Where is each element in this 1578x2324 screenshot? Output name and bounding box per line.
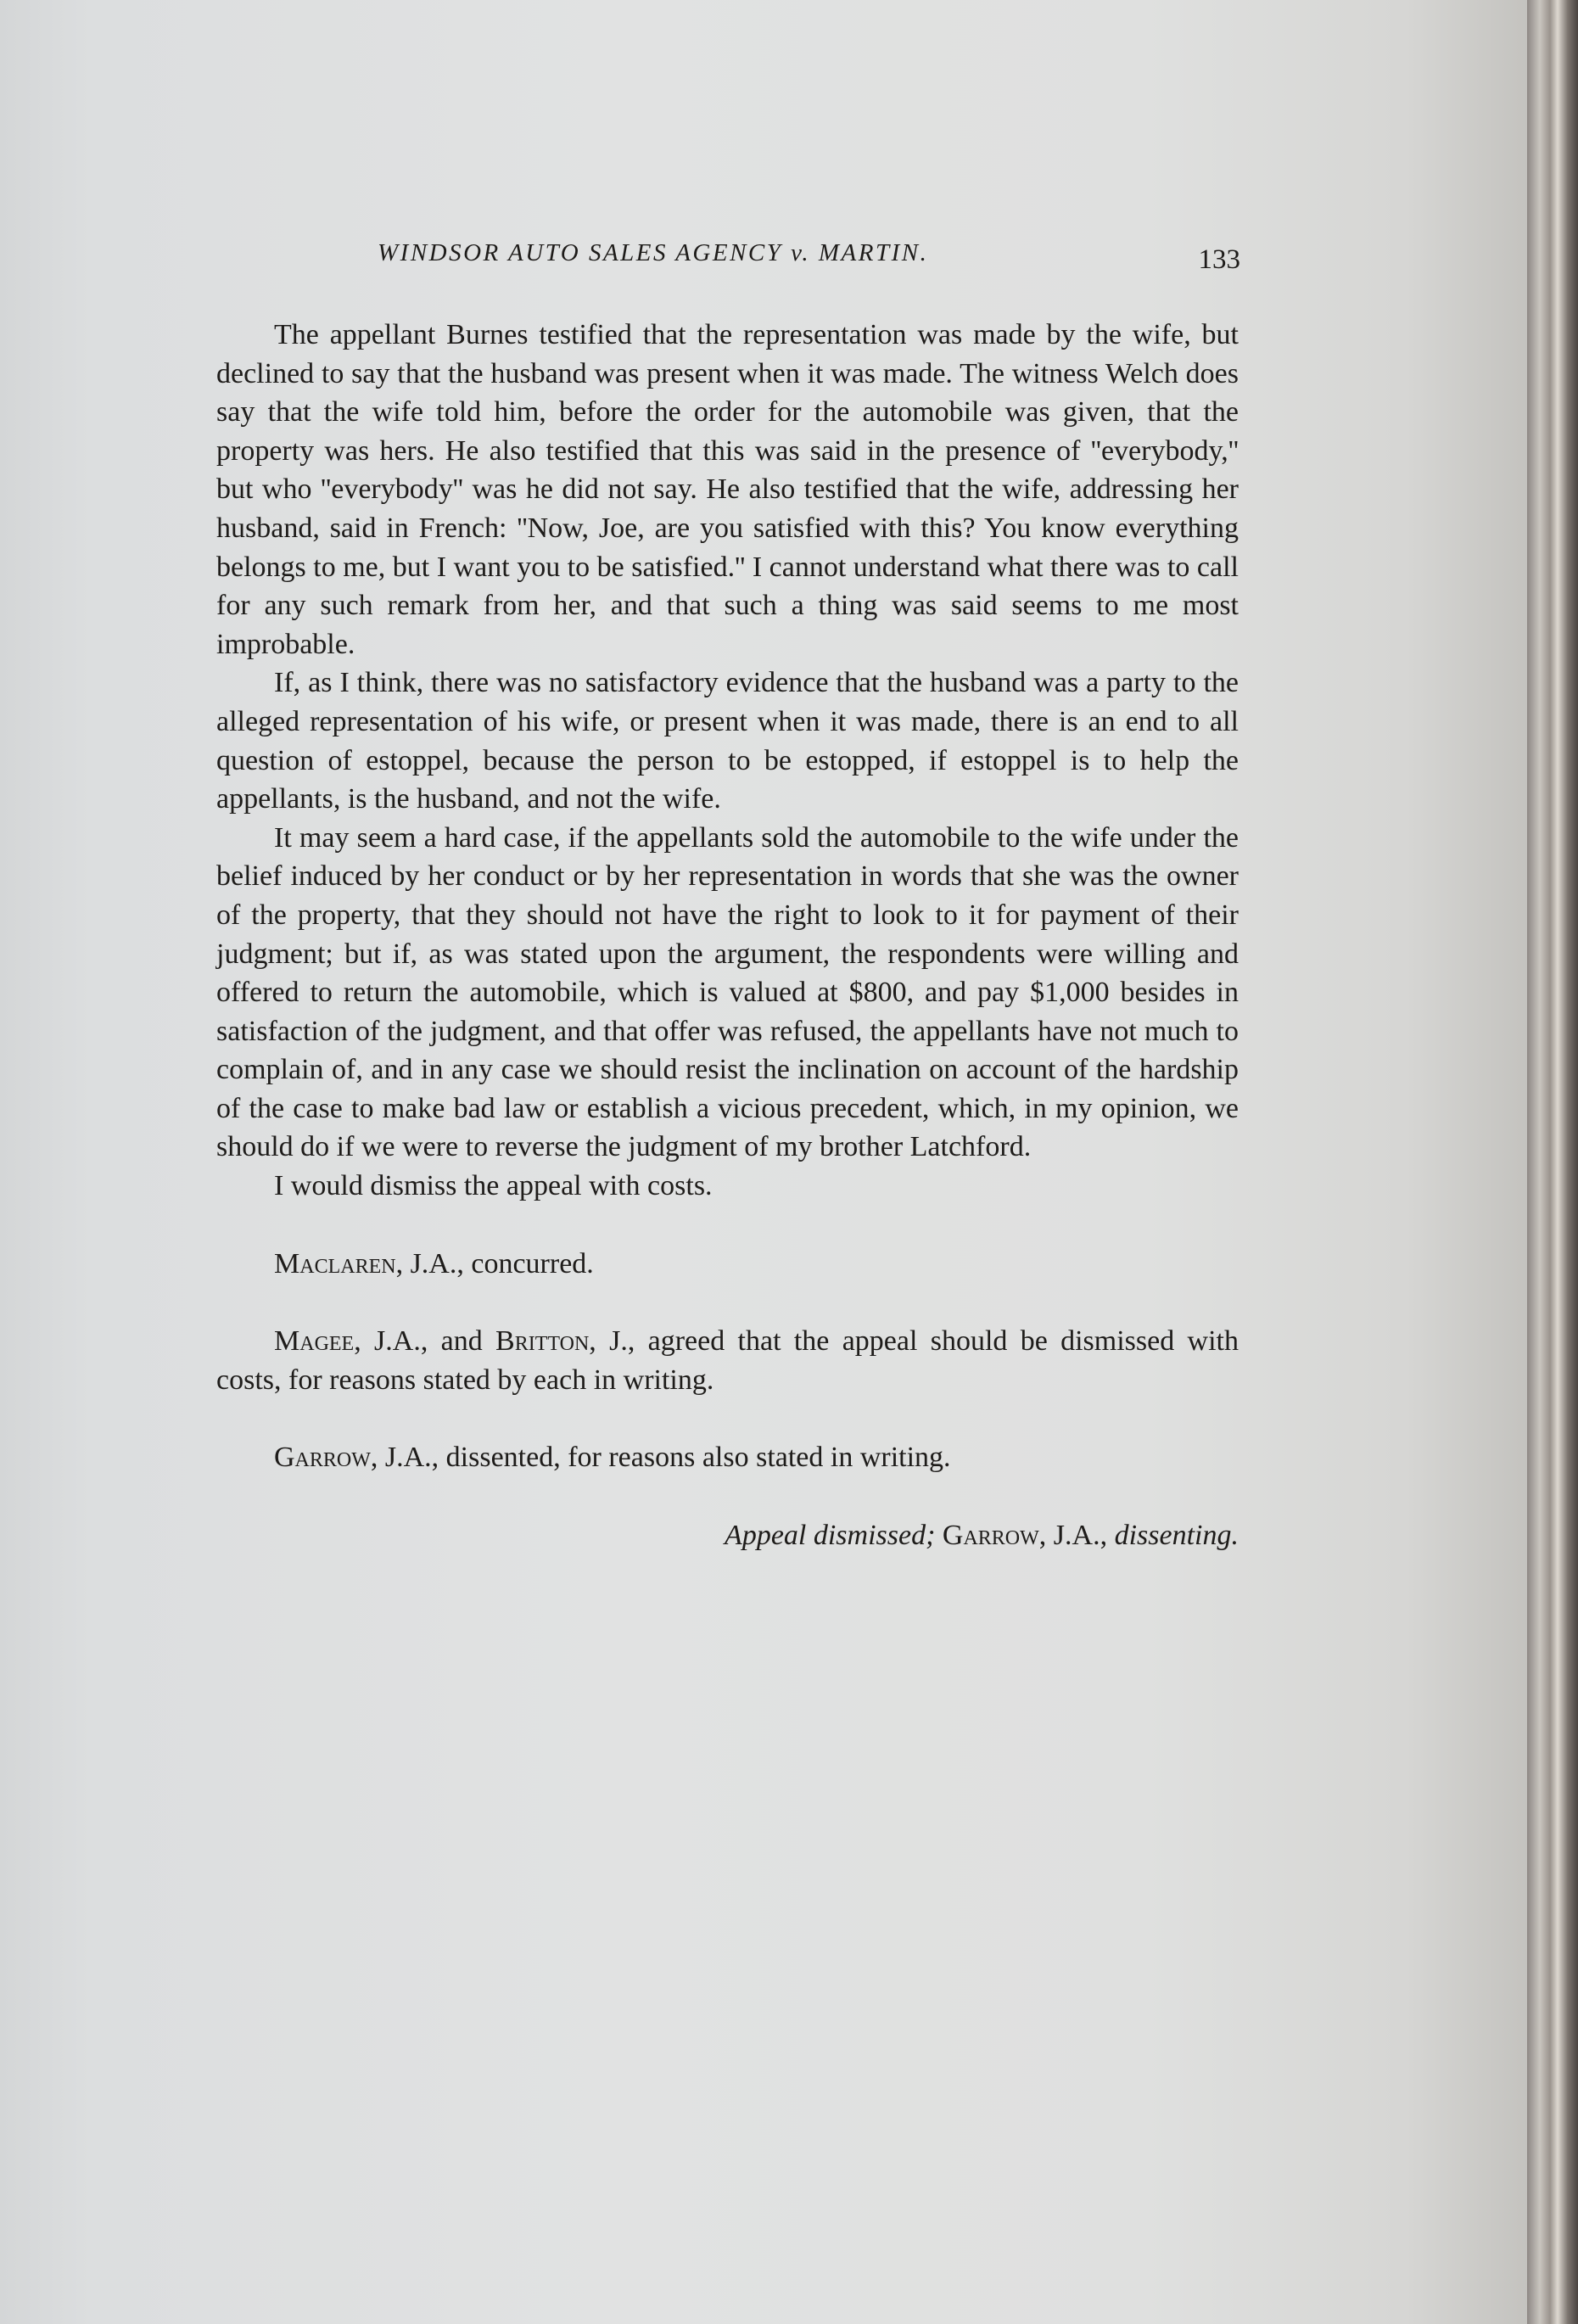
concurrence-magee-text: , J.A., and (354, 1325, 496, 1358)
disposition-line (216, 1516, 1239, 1555)
paragraph-dismiss: I would dismiss the appeal with costs. (274, 1170, 713, 1202)
concurrence-maclaren-text: , J.A., concurred. (395, 1247, 594, 1280)
judge-name-britton: Britton (495, 1325, 590, 1358)
disposition-judge-suffix: , J.A., (1038, 1520, 1115, 1552)
concurrence-maclaren (216, 1245, 1239, 1284)
concurrence-britton-text: , J., agreed that the appeal should be dismissed with costs, for reasons stated by each in writing. (216, 1325, 1239, 1396)
dissent-garrow (216, 1438, 1239, 1477)
disposition-note: dissenting. (1114, 1520, 1239, 1552)
paragraph-estoppel: If, as I think, there was no satisfactory evidence that the husband was a party to the alleged representation of his wife, or present when it was made, there is an end to all question of estoppel, because the person to be estopped, if estoppel is to help the appellants, is the husband, and not the wife. (216, 667, 1239, 815)
running-title: WINDSOR AUTO SALES AGENCY v. MARTIN. (378, 239, 929, 266)
judge-name-magee: Magee (274, 1325, 355, 1358)
page-text-block (216, 229, 1239, 1555)
concurrence-magee-britton (216, 1322, 1239, 1399)
judge-name-maclaren: Maclaren (274, 1247, 396, 1280)
book-edge (1527, 0, 1578, 2324)
judge-name-garrow: Garrow (274, 1442, 371, 1474)
paragraph-hard-case: It may seem a hard case, if the appellants sold the automobile to the wife under the belief induced by her conduct or by her representation in words that she was the owner of the property, that they should not have the right to look to it for payment of their judgment; but if, as was stated upon the argument, the respondents were willing and offered to return the automobile, which is valued at $800, and pay $1,000 besides in satisfaction of the judgment, and that offer was refused, the appellants have not much to complain of, and in any case we should resist the inclination on account of the hardship of the case to make bad law or establish a vicious precedent, which, in my opinion, we should do if we were to reverse the judgment of my brother Latchford. (216, 821, 1239, 1163)
dissent-garrow-text: , J.A., dissented, for reasons also stated in writing. (370, 1442, 951, 1474)
paragraph-burnes-testimony: The appellant Burnes testified that the representation was made by the wife, but declined to say that the husband was present when it was made. The witness Welch does say that the wife told him, before the order for the automobile was given, that the property was hers. He also testified that this was said in the presence of ''everybody,'' but who ''everybody'' was he did not say. He also testified that the wife, addressing her husband, said in French: ''Now, Joe, are you satisfied with this? You know everything belongs to me, but I want you to be satisfied.'' I cannot understand what there was to call for any such remark from her, and that such a thing was said seems to me most improbable. (216, 319, 1239, 660)
disposition-judge: Garrow (942, 1520, 1039, 1552)
running-head (216, 229, 1239, 280)
disposition-result: Appeal dismissed; (725, 1520, 936, 1552)
page-number: 133 (1198, 244, 1240, 275)
